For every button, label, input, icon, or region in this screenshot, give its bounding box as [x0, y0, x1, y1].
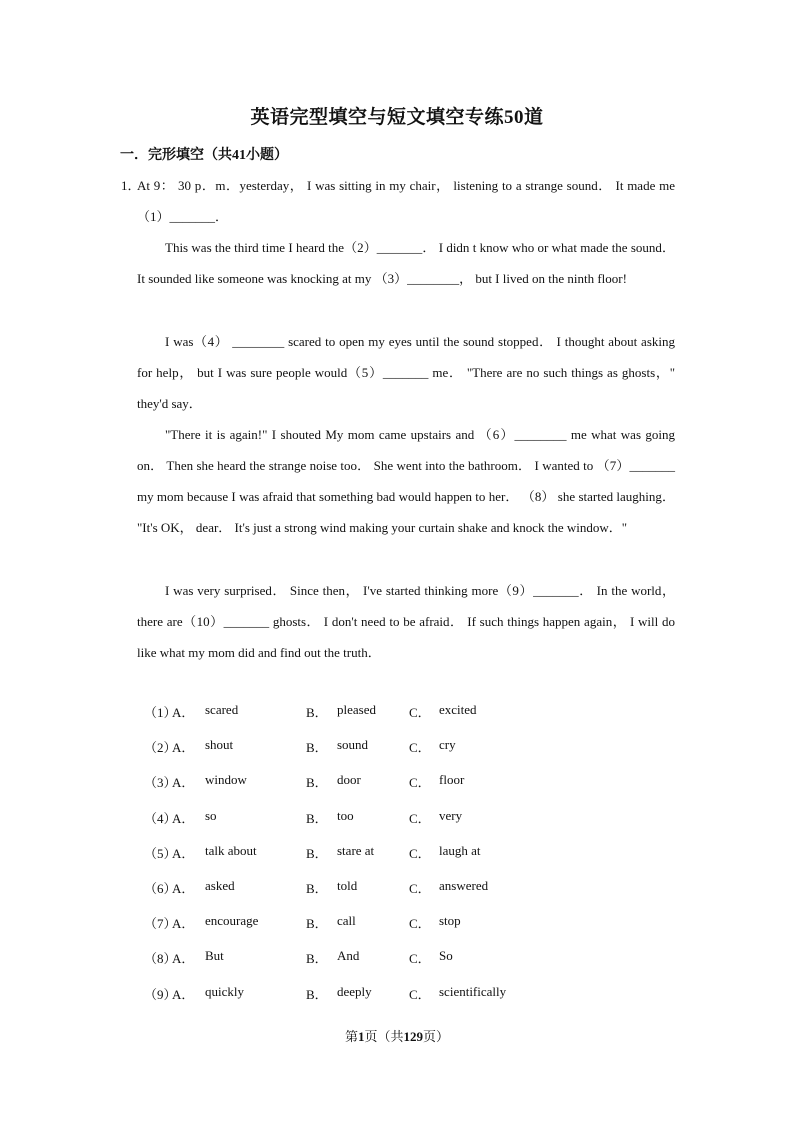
- option-number: （2）: [144, 740, 177, 756]
- option-c-text: floor: [439, 772, 465, 788]
- option-a-label: A．: [172, 810, 195, 826]
- option-row: [144, 913, 684, 948]
- option-c-text: So: [439, 948, 453, 964]
- option-row: [144, 843, 684, 878]
- option-number: （6）: [144, 880, 177, 896]
- option-c-label: C．: [409, 880, 431, 896]
- option-row: [144, 948, 684, 983]
- option-b-text: sound: [337, 737, 369, 753]
- option-number: （1）: [144, 705, 177, 720]
- total-pages: 129: [403, 1029, 423, 1044]
- option-c-label: C．: [409, 810, 431, 826]
- option-number: （8）: [144, 951, 177, 967]
- option-c-text: scientifically: [439, 983, 507, 999]
- footer-prefix: 第: [344, 1029, 358, 1044]
- option-b-label: B．: [306, 810, 328, 826]
- option-a-text: window: [205, 772, 247, 788]
- footer-suffix: 页）: [423, 1029, 450, 1044]
- question-number: 1．: [121, 178, 141, 193]
- option-a-label: A．: [172, 986, 195, 1002]
- option-a-label: A．: [172, 916, 195, 932]
- option-c-text: answered: [439, 877, 489, 893]
- option-a-text: so: [205, 807, 217, 823]
- option-c-label: C．: [409, 705, 431, 720]
- option-c-label: C．: [409, 986, 431, 1002]
- option-b-text: call: [337, 913, 356, 929]
- option-number: （3）: [144, 775, 177, 791]
- option-row: [144, 878, 684, 913]
- option-c-text: cry: [439, 737, 456, 753]
- passage-paragraph-3: I was（4） ________ scared to open my eyes until the sound stopped． I thought about asking for help， but I was sure people would（5）_______ me． "There are no such things as ghosts，" they'd say．: [137, 334, 675, 411]
- option-a-text: shout: [205, 737, 234, 753]
- passage-paragraph-5: I was very surprised． Since then， I've started thinking more（9）_______． In the world， there are（10）_______ ghosts． I don't need to be afraid． If such things happen again， I will do like what my mom did and find out the truth．: [137, 583, 675, 660]
- option-c-text: very: [439, 807, 463, 823]
- option-a-text: talk about: [205, 842, 257, 858]
- option-number: （5）: [144, 845, 177, 861]
- option-row: [144, 984, 684, 1019]
- option-c-label: C．: [409, 951, 431, 967]
- document-title: 英语完型填空与短文填空专练50道: [250, 107, 544, 128]
- option-b-label: B．: [306, 705, 328, 720]
- option-row: [144, 772, 684, 807]
- option-b-text: pleased: [337, 702, 376, 717]
- page-footer: [0, 1026, 794, 1045]
- option-c-label: C．: [409, 845, 431, 861]
- option-b-label: B．: [306, 951, 328, 967]
- passage-paragraph-1: [121, 170, 675, 232]
- option-a-label: A．: [172, 951, 195, 967]
- option-b-label: B．: [306, 986, 328, 1002]
- option-b-text: too: [337, 807, 354, 823]
- option-a-label: A．: [172, 775, 195, 791]
- option-b-label: B．: [306, 916, 328, 932]
- option-c-text: excited: [439, 702, 477, 717]
- section-heading: 一．完形填空（共41小题）: [120, 148, 288, 163]
- option-row: [144, 808, 684, 843]
- footer-middle: 页（共: [364, 1029, 404, 1044]
- option-a-text: asked: [205, 877, 235, 893]
- option-row: [144, 737, 684, 772]
- passage-paragraph-4: "There it is again!" I shouted My mom came upstairs and （6）________ me what was going on． Then she heard the strange noise too． She went into the bathroom． I wanted to （7）_______ my mom because I was afraid that something bad would happen to her． （8） she started laughing． "It's OK， dear． It's just a strong wind making your curtain shake and knock the window．": [137, 427, 675, 535]
- option-b-text: deeply: [337, 983, 372, 999]
- option-a-text: quickly: [205, 983, 244, 999]
- option-a-text: encourage: [205, 913, 259, 929]
- option-a-label: A．: [172, 740, 195, 756]
- option-a-text: scared: [205, 702, 239, 717]
- option-number: （4）: [144, 810, 177, 826]
- option-a-label: A．: [172, 880, 195, 896]
- option-c-label: C．: [409, 775, 431, 791]
- option-c-text: stop: [439, 913, 461, 929]
- page-number: 1: [357, 1029, 365, 1044]
- option-b-text: door: [337, 772, 361, 788]
- option-c-label: C．: [409, 740, 431, 756]
- option-b-label: B．: [306, 775, 328, 791]
- option-number: （9）: [144, 986, 177, 1002]
- option-b-text: stare at: [337, 842, 375, 858]
- option-number: （7）: [144, 916, 177, 932]
- option-b-text: And: [337, 948, 360, 964]
- answer-options-list: [144, 702, 684, 1019]
- option-c-text: laugh at: [439, 842, 481, 858]
- option-a-label: A．: [172, 845, 195, 861]
- option-c-label: C．: [409, 916, 431, 932]
- paragraph-text: At 9： 30 p．m．yesterday， I was sitting in my chair， listening to a strange sound． It made me（1）_______．: [137, 178, 675, 224]
- option-b-label: B．: [306, 845, 328, 861]
- option-row: [144, 702, 684, 737]
- option-b-text: told: [337, 877, 358, 893]
- option-b-label: B．: [306, 880, 328, 896]
- passage-paragraph-2: This was the third time I heard the（2）_______． I didn t know who or what made the sound． It sounded like someone was knocking at my （3）________， but I lived on the ninth floor!: [137, 240, 675, 286]
- option-a-text: But: [205, 948, 224, 964]
- option-b-label: B．: [306, 740, 328, 756]
- option-a-label: A．: [172, 705, 195, 720]
